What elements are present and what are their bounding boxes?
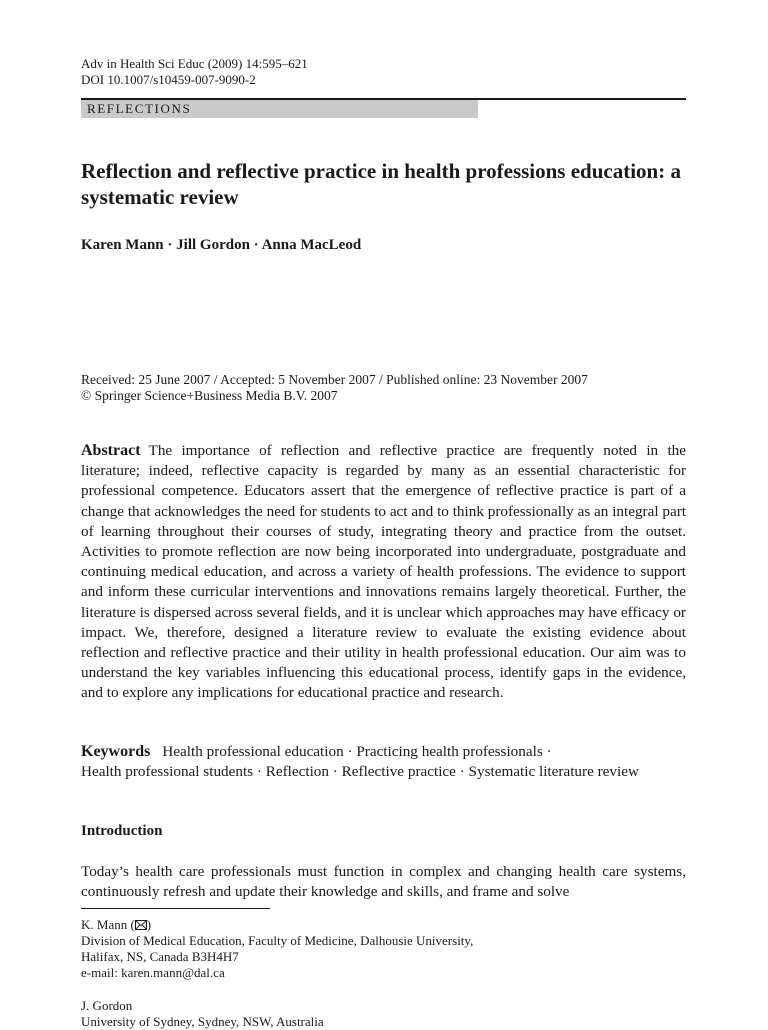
section-label: REFLECTIONS xyxy=(87,101,192,116)
keywords-line-1 xyxy=(81,742,552,762)
envelope-icon[interactable] xyxy=(135,920,147,930)
author1-name-close: ) xyxy=(146,917,152,932)
abstract-text: The importance of reflection and reflective practice are frequently noted in the literature; indeed, reflective capacity is regarded by many as an essential characteristic for professional competence. Educators assert that the emergence of reflective practice is part of a change that acknowledges the need for students to act and to think professionally as an integral part of learning throughout their courses of study, integrating theory and practice from the outset. Activities to promote reflection are now being incorporated into undergraduate, postgraduate and continuing medical education, and across a variety of health professions. The evidence to support and inform these curricular interventions and innovations remains largely theoretical. Further, the literature is dispersed across several fields, and it is unclear which approaches may have efficacy or impact. We, therefore, designed a literature review to evaluate the existing evidence about reflection and reflective practice and their utility in health professional education. Our aim was to understand the key variables influencing this educational process, identify gaps in the evidence, and to explore any implications for educational practice and research. xyxy=(81,442,686,702)
introduction-heading: Introduction xyxy=(81,823,163,839)
abstract xyxy=(81,441,686,704)
author1-email[interactable]: e-mail: karen.mann@dal.ca xyxy=(81,965,225,980)
author1-city: Halifax, NS, Canada B3H4H7 xyxy=(81,949,239,964)
publication-dates: Received: 25 June 2007 / Accepted: 5 November 2007 / Published online: 23 November 2007 xyxy=(81,372,588,387)
author1-name-text: K. Mann ( xyxy=(81,917,135,932)
author1-affiliation: Division of Medical Education, Faculty of Medicine, Dalhousie University, xyxy=(81,933,474,948)
keywords-label: Keywords xyxy=(81,743,151,760)
keywords-line-2: Health professional students · Reflection · Reflective practice · Systematic literature review xyxy=(81,763,639,780)
footnote-rule xyxy=(81,908,270,909)
journal-citation: Adv in Health Sci Educ (2009) 14:595–621 xyxy=(81,56,308,71)
introduction-paragraph: Today’s health care professionals must function in complex and changing health care systems, continuously refresh and update their knowledge and skills, and frame and solve xyxy=(81,863,686,901)
doi[interactable]: DOI 10.1007/s10459-007-9090-2 xyxy=(81,72,256,87)
author2-affiliation: University of Sydney, Sydney, NSW, Australia xyxy=(81,1014,324,1029)
keywords-text-1: Health professional education · Practicing health professionals · xyxy=(162,743,552,760)
author1-name xyxy=(81,917,151,933)
abstract-label: Abstract xyxy=(81,442,141,459)
copyright-notice: © Springer Science+Business Media B.V. 2007 xyxy=(81,388,338,403)
author2-name: J. Gordon xyxy=(81,998,133,1013)
article-title: Reflection and reflective practice in health professions education: a systematic review xyxy=(81,159,681,209)
author-list: Karen Mann · Jill Gordon · Anna MacLeod xyxy=(81,237,362,253)
